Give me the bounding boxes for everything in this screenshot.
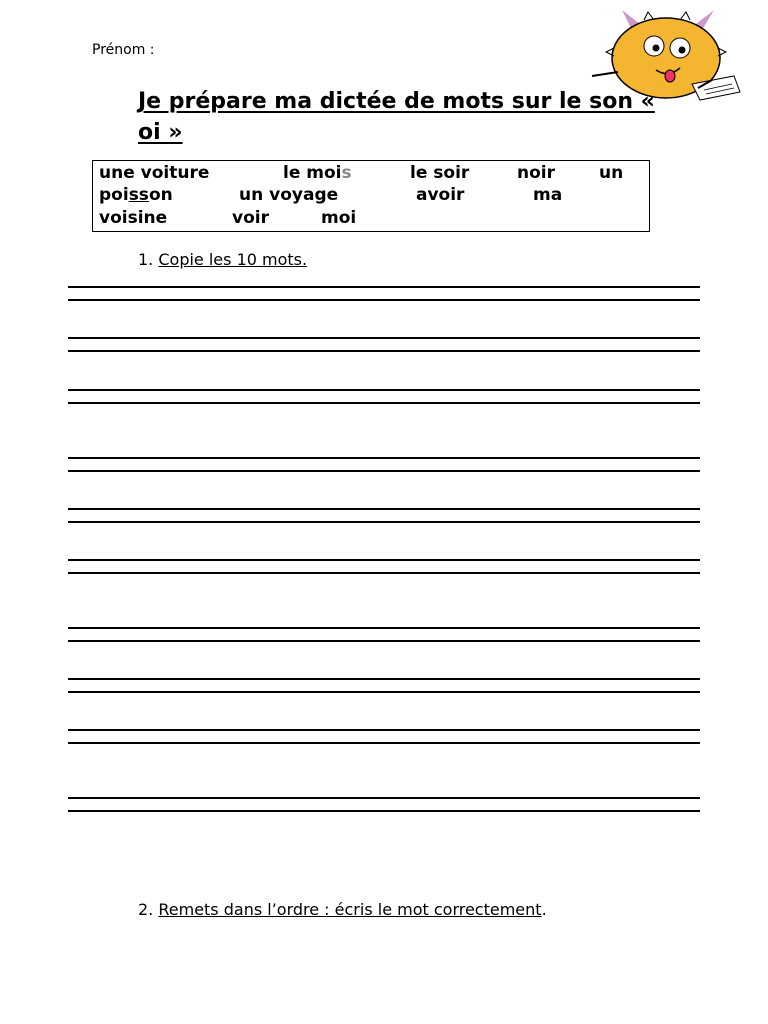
writing-line <box>68 337 700 339</box>
prenom-label: Prénom : <box>92 42 155 58</box>
writing-line <box>68 797 700 799</box>
word-noir: noir <box>517 163 555 183</box>
writing-line <box>68 640 700 642</box>
word-soir: le soir <box>410 163 470 183</box>
question-2: 2. Remets dans l’ordre : écris le mot correctement. <box>138 900 547 919</box>
word-poisson: poisson <box>99 185 173 205</box>
question-1: 1. Copie les 10 mots. <box>138 250 308 269</box>
writing-line <box>68 389 700 391</box>
writing-line <box>68 470 700 472</box>
word-moi: moi <box>321 208 357 228</box>
word-voisine: voisine <box>99 208 168 228</box>
writing-line <box>68 350 700 352</box>
writing-line <box>68 627 700 629</box>
page-title: Je prépare ma dictée de mots sur le son « oi » <box>138 89 655 145</box>
writing-line <box>68 678 700 680</box>
word-mois: le mois <box>283 163 352 183</box>
word-voiture: une voiture <box>99 163 210 183</box>
writing-line <box>68 299 700 301</box>
writing-line <box>68 742 700 744</box>
writing-line <box>68 286 700 288</box>
word-box <box>92 160 650 232</box>
word-voir: voir <box>232 208 269 228</box>
writing-line <box>68 572 700 574</box>
writing-line <box>68 508 700 510</box>
word-ma: ma <box>533 185 563 205</box>
word-avoir: avoir <box>416 185 465 205</box>
writing-line <box>68 691 700 693</box>
word-voyage: un voyage <box>239 185 339 205</box>
word-un: un <box>599 163 624 183</box>
writing-line <box>68 521 700 523</box>
writing-line <box>68 559 700 561</box>
writing-line <box>68 457 700 459</box>
writing-line <box>68 402 700 404</box>
writing-line <box>68 810 700 812</box>
writing-line <box>68 729 700 731</box>
